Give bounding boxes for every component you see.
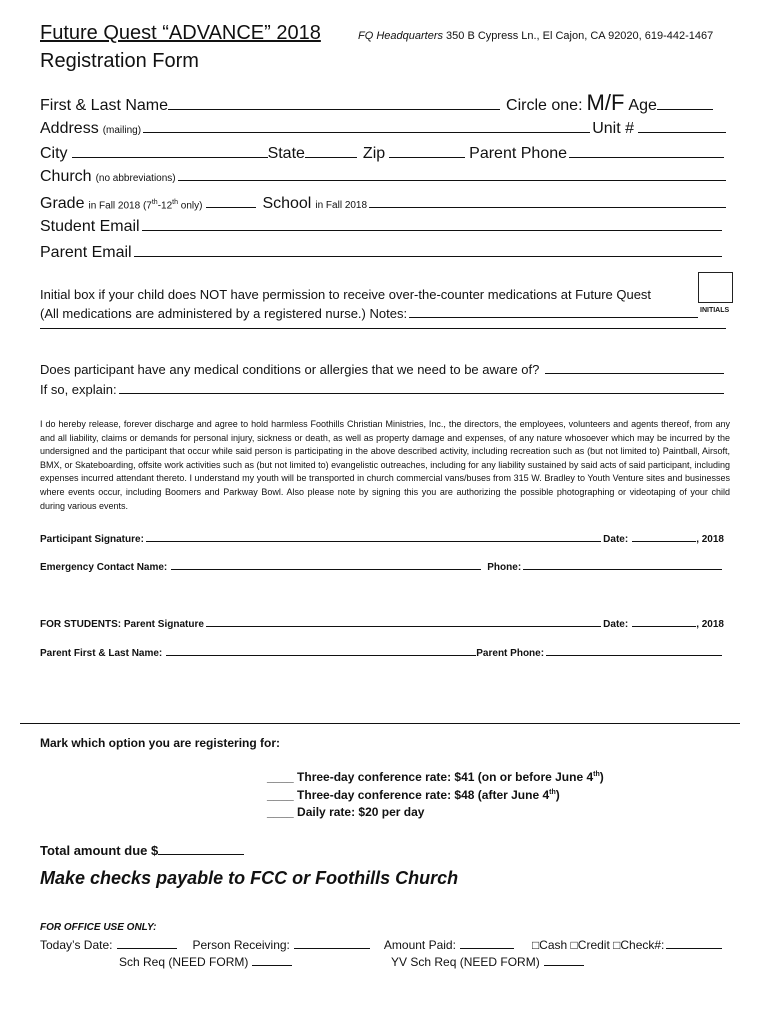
gender-choice[interactable]: M/F bbox=[586, 90, 625, 115]
option-sup: th bbox=[549, 789, 556, 796]
notes-field[interactable] bbox=[409, 305, 698, 318]
release-waiver-text: I do hereby release, forever discharge and agree to hold harmless Foothills Christian Ministries, Inc., the directors, the employees, volunteers and agents thereof, from any and all liability, claims or demands for personal injury, sickness or death, as well as property damage and expenses, of any nature whosoever which may be incurred by the undersigned and the participant that occur while said person is participating in the above described activity, including recreation such as (but not limited to) Paintball, Airsoft, BMX, or Skateboarding, offsite work activities such as (but not limited to) evangelistic outreaches, including for any liability sustained by said acts of said participant, including expenses incurred attendant thereto. I understand my youth will be transported in church commercial vans/buses from 315 W. Bradley to Youth Venture sites and businesses where events occur, including Boomers and Parkway Bowl. Also please note by signing this you are authorizing the possible photographing or videotaping of your child during various events. bbox=[40, 419, 730, 511]
option-sup: th bbox=[593, 771, 600, 778]
city-label: City bbox=[40, 145, 68, 162]
parent-email-row bbox=[40, 244, 724, 262]
city-field[interactable] bbox=[72, 143, 268, 158]
office-row-2b bbox=[391, 954, 584, 969]
option-blank[interactable]: ____ bbox=[267, 805, 294, 819]
student-email-label: Student Email bbox=[40, 218, 140, 235]
parent-date-label: Date: bbox=[603, 619, 629, 630]
option-blank[interactable]: ____ bbox=[267, 788, 294, 802]
parent-phone-sig-field[interactable] bbox=[546, 643, 722, 656]
school-label: School bbox=[262, 195, 312, 212]
option-blank[interactable]: ____ bbox=[267, 770, 294, 784]
notes-row bbox=[40, 305, 700, 321]
address-note: (mailing) bbox=[102, 125, 142, 136]
form-subtitle: Registration Form bbox=[40, 50, 199, 72]
church-row bbox=[40, 168, 728, 186]
check-number-field[interactable] bbox=[666, 936, 722, 949]
parent-signature-label: FOR STUDENTS: Parent Signature bbox=[40, 619, 204, 630]
option-three-day-late[interactable] bbox=[267, 788, 560, 802]
amount-paid-label: Amount Paid: bbox=[383, 938, 456, 952]
total-field[interactable] bbox=[158, 840, 244, 855]
age-field[interactable] bbox=[657, 95, 713, 110]
parent-date-field[interactable] bbox=[632, 617, 696, 627]
option-text: Three-day conference rate: $48 (after June 4 bbox=[297, 788, 550, 802]
person-receiving-field[interactable] bbox=[294, 937, 370, 949]
grade-field[interactable] bbox=[206, 193, 256, 208]
parent-name-row bbox=[40, 643, 724, 659]
participant-date-label: Date: bbox=[603, 534, 629, 545]
parent-phone-field[interactable] bbox=[569, 145, 724, 158]
student-email-row bbox=[40, 218, 724, 236]
form-title: Future Quest “ADVANCE” 2018 bbox=[40, 22, 321, 44]
grade-note: in Fall 2018 (7th-12th only) bbox=[88, 198, 203, 211]
student-email-field[interactable] bbox=[142, 218, 722, 231]
option-text: Daily rate: $20 per day bbox=[297, 805, 425, 819]
church-field[interactable] bbox=[178, 168, 726, 181]
participant-signature-row bbox=[40, 529, 724, 545]
zip-label: Zip bbox=[362, 145, 386, 162]
school-field[interactable] bbox=[369, 195, 726, 208]
hq-address: 350 B Cypress Ln., El Cajon, CA 92020, 619-442-1467 bbox=[446, 30, 714, 42]
todays-date-field[interactable] bbox=[117, 937, 177, 949]
explain-label: If so, explain: bbox=[40, 382, 117, 397]
sch-req-field[interactable] bbox=[252, 954, 292, 966]
office-row-2 bbox=[119, 954, 292, 969]
circle-one-label: Circle one: bbox=[506, 97, 583, 114]
options-heading: Mark which option you are registering for: bbox=[40, 736, 281, 750]
parent-phone-sig-label: Parent Phone: bbox=[476, 648, 545, 659]
participant-signature-field[interactable] bbox=[146, 529, 601, 542]
unit-label: Unit # bbox=[592, 120, 634, 137]
parent-email-label: Parent Email bbox=[40, 244, 132, 261]
emergency-contact-label: Emergency Contact Name: bbox=[40, 562, 168, 573]
hq-info bbox=[358, 30, 713, 42]
city-row bbox=[40, 143, 726, 163]
name-label: First & Last Name bbox=[40, 97, 169, 114]
state-field[interactable] bbox=[305, 143, 357, 158]
option-daily[interactable] bbox=[267, 805, 424, 819]
initial-instructions: Initial box if your child does NOT have permission to receive over-the-counter medications at Future Quest bbox=[40, 287, 652, 302]
parent-phone-label: Parent Phone bbox=[469, 145, 568, 162]
yv-sch-req-field[interactable] bbox=[544, 954, 584, 966]
sch-req-label: Sch Req (NEED FORM) bbox=[119, 955, 249, 969]
emergency-phone-label: Phone: bbox=[487, 562, 522, 573]
age-label: Age bbox=[628, 97, 657, 114]
grade-row bbox=[40, 193, 728, 213]
conditions-field[interactable] bbox=[545, 361, 724, 374]
address-field[interactable] bbox=[143, 120, 590, 133]
nurse-notes-label: (All medications are administered by a registered nurse.) Notes: bbox=[40, 306, 408, 321]
emergency-phone-field[interactable] bbox=[523, 557, 722, 570]
address-row bbox=[40, 118, 726, 138]
checks-payable-note: Make checks payable to FCC or Foothills Church bbox=[40, 868, 459, 888]
yv-sch-req-label: YV Sch Req (NEED FORM) bbox=[391, 955, 540, 969]
person-receiving-label: Person Receiving: bbox=[192, 938, 290, 952]
todays-date-label: Today’s Date: bbox=[40, 938, 113, 952]
conditions-row bbox=[40, 361, 726, 377]
option-close: ) bbox=[599, 770, 604, 784]
church-label: Church bbox=[40, 168, 92, 185]
zip-field[interactable] bbox=[389, 143, 465, 158]
option-text: Three-day conference rate: $41 (on or before June 4 bbox=[297, 770, 594, 784]
initials-label: INITIALS bbox=[700, 307, 730, 314]
office-row-1 bbox=[40, 936, 724, 952]
parent-signature-row bbox=[40, 614, 724, 630]
total-label: Total amount due $ bbox=[40, 843, 159, 858]
office-use-heading: FOR OFFICE USE ONLY: bbox=[40, 922, 157, 933]
option-close: ) bbox=[555, 788, 560, 802]
parent-name-field[interactable] bbox=[166, 646, 476, 656]
parent-name-label: Parent First & Last Name: bbox=[40, 648, 163, 659]
section-divider bbox=[20, 723, 740, 724]
payment-method-options[interactable]: □Cash □Credit □Check#: bbox=[531, 938, 665, 952]
participant-signature-label: Participant Signature: bbox=[40, 534, 144, 545]
church-note: (no abbreviations) bbox=[95, 173, 176, 184]
hq-label: FQ Headquarters bbox=[358, 30, 443, 42]
emergency-contact-row bbox=[40, 557, 724, 573]
address-label: Address bbox=[40, 120, 99, 137]
parent-date-year: , 2018 bbox=[696, 619, 724, 630]
notes-line-2[interactable] bbox=[40, 328, 726, 329]
grade-label: Grade bbox=[40, 195, 85, 212]
parent-email-field[interactable] bbox=[134, 244, 722, 257]
school-note: in Fall 2018 bbox=[315, 200, 368, 211]
initials-box[interactable] bbox=[698, 272, 733, 303]
amount-paid-field[interactable] bbox=[460, 937, 514, 949]
explain-row bbox=[40, 381, 726, 397]
explain-field[interactable] bbox=[119, 381, 724, 394]
emergency-contact-field[interactable] bbox=[171, 560, 481, 570]
total-row bbox=[40, 840, 244, 858]
name-row bbox=[40, 90, 726, 116]
conditions-question: Does participant have any medical conditions or allergies that we need to be aware of? bbox=[40, 362, 540, 377]
option-three-day-early[interactable] bbox=[267, 770, 604, 784]
participant-date-field[interactable] bbox=[632, 532, 696, 542]
unit-field[interactable] bbox=[638, 118, 726, 133]
name-field[interactable] bbox=[168, 95, 500, 110]
state-label: State bbox=[267, 145, 305, 162]
participant-date-year: , 2018 bbox=[696, 534, 724, 545]
parent-signature-field[interactable] bbox=[206, 614, 601, 627]
